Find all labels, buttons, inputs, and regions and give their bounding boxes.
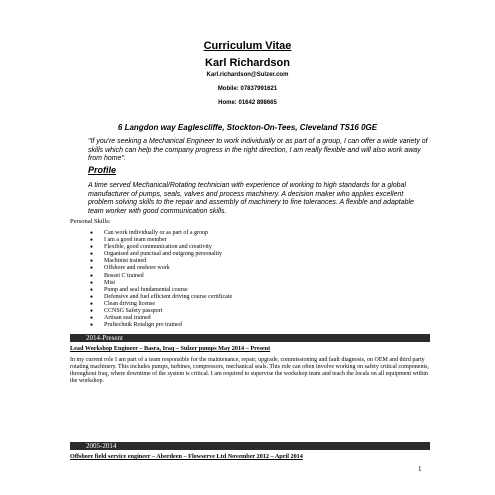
profile-text: A time served Mechanical/Rotating technician with experience of working to high standards for a global manufacturer of pumps, seals, valves and process machinery. A decision maker who applies excellent problem solving skills to the repair and assembly of machinery to fine tolerances. A flexible and adaptable team worker with good communication skills.	[88, 182, 414, 215]
bullet-icon: ●	[90, 294, 94, 300]
job-description: In my current role I am part of a team responsible for the maintenance, repair, upgrade, commissioning and fault diagnosis, on OEM and third party rotating machinery. This includes pumps, turbines, compressors, mechanical seals. This role can often involve working on safety critical components, throughout Iraq, where downtime of the system is critical. I am required to supervise the workshop team and teach the locals on all equipment within the workshop.	[70, 357, 429, 384]
candidate-name: Karl Richardson	[205, 57, 290, 69]
profile-heading: Profile	[88, 165, 117, 175]
list-item	[90, 280, 232, 287]
skill-text: Artisan seal trained	[104, 315, 151, 322]
skills-heading: Personal Skills:	[70, 218, 111, 225]
list-item	[90, 244, 232, 251]
job-title-offshore-engineer: Offshore field service engineer – Aberdeen – Flowserve Ltd November 2012 – April 2014	[70, 453, 303, 460]
skill-text: Offshore and onshore work	[104, 265, 170, 272]
skill-text: Mist	[104, 279, 116, 286]
bullet-icon: ●	[90, 316, 94, 322]
list-item	[90, 322, 232, 329]
home-number: Home: 01642 898665	[218, 100, 277, 106]
bullet-icon: ●	[90, 309, 94, 315]
bullet-icon: ●	[90, 301, 94, 307]
list-item	[90, 265, 232, 272]
skill-text: Defensive and fuel efficient driving course certificate	[104, 293, 233, 300]
skill-text: CCNSG Safety passport	[104, 308, 163, 315]
list-item	[90, 251, 232, 258]
skill-text: Clean driving license	[104, 300, 155, 307]
skill-text: Can work individually or as part of a group	[104, 230, 208, 236]
document-title: Curriculum Vitae	[203, 40, 292, 52]
bullet-icon: ●	[90, 280, 94, 286]
skill-text: Bosset C trained	[104, 272, 144, 279]
bullet-icon: ●	[90, 323, 94, 329]
mobile-number: Mobile: 07837991621	[217, 86, 278, 92]
skill-text: Organised and punctual and outgoing personality	[104, 251, 223, 258]
bullet-icon: ●	[90, 245, 94, 251]
intro-statement: "If you're seeking a Mechanical Engineer to work individually or as part of a group, I can offer a wide variety of skills which can help the company progress in the right direction, I am really flexible and will also work away from home".	[88, 138, 428, 163]
list-item	[90, 273, 232, 280]
email-address[interactable]: Karl.richardson@Sulzer.com	[206, 72, 289, 78]
bullet-icon: ●	[90, 266, 94, 272]
skill-text: Pruftechnik Rotalign pro trained	[104, 322, 182, 329]
skill-text: Machinist trained	[104, 258, 147, 265]
bullet-icon: ●	[90, 259, 94, 265]
list-item	[90, 301, 232, 308]
list-item	[90, 287, 232, 294]
skill-text: Pump and seal fundamental course	[104, 286, 188, 293]
skill-text: I am a good team member	[104, 237, 167, 244]
job-title-lead-workshop: Lead Workshop Engineer – Basra, Iraq – Sulzer pumps May 2014 – Present	[70, 345, 271, 352]
bullet-icon: ●	[90, 238, 94, 244]
bullet-icon: ●	[90, 273, 94, 279]
bullet-icon: ●	[90, 252, 94, 258]
list-item	[90, 237, 232, 244]
skill-text: Flexible, good communication and creativity	[104, 244, 212, 251]
postal-address: 6 Langdon way Eaglescliffe, Stockton-On-Tees, Cleveland TS16 0GE	[117, 123, 378, 132]
bullet-icon: ●	[90, 287, 94, 293]
list-item	[90, 308, 232, 315]
bullet-icon: ●	[90, 231, 94, 236]
page-number: 1	[418, 465, 422, 473]
list-item	[90, 294, 232, 301]
list-item	[90, 230, 232, 237]
skills-list	[90, 230, 232, 329]
section-bar-2005-2014: 2005-2014	[70, 442, 430, 450]
section-bar-2014-present: 2014-Present	[70, 334, 430, 342]
